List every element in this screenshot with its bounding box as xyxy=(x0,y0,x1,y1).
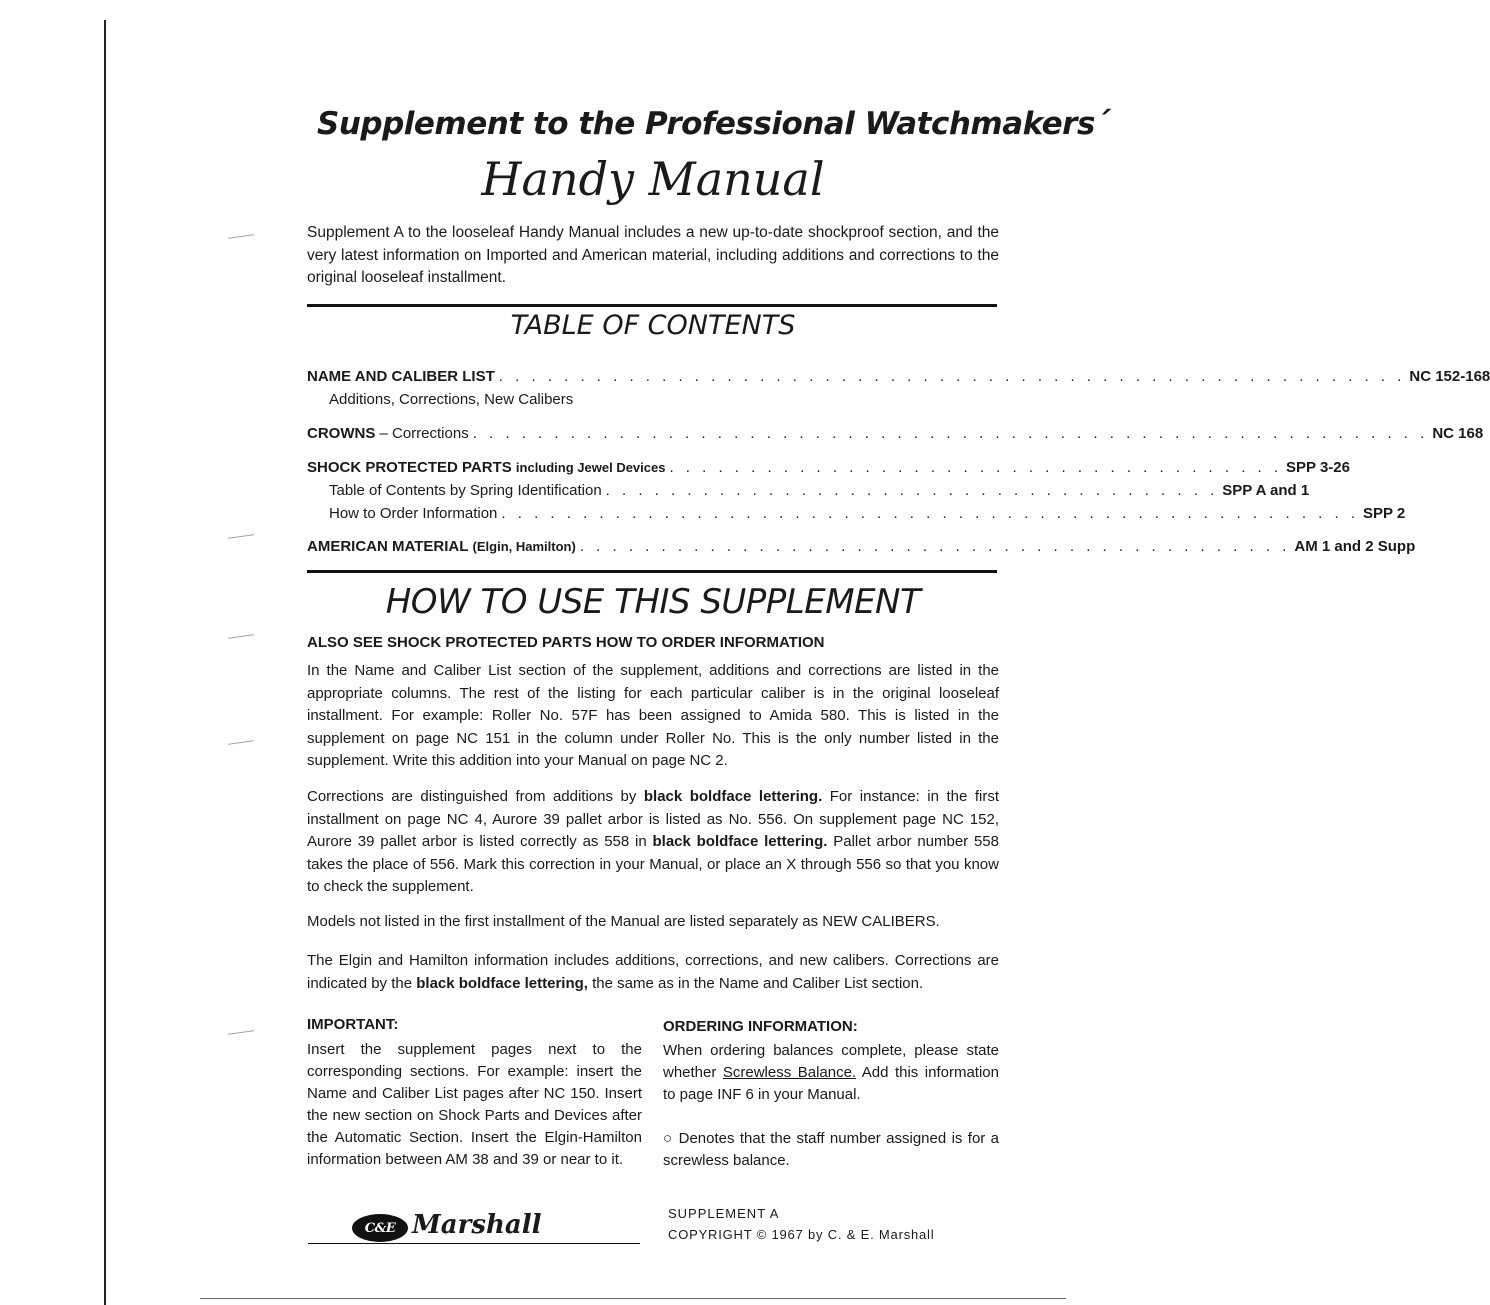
important-heading: IMPORTANT: xyxy=(307,1016,399,1033)
scan-mark xyxy=(228,740,254,745)
toc-label-group xyxy=(307,538,576,555)
how-to-paragraph-2 xyxy=(307,786,999,899)
toc-page: SPP A and 1 xyxy=(1222,482,1310,499)
toc-leader: . . . . . . . . . . . . . . . . . . . . . . . . . . . . . . . . . . . . . . . . . . . . . . . . . . . . . . . . xyxy=(498,368,1406,385)
toc-entry-shock-protected xyxy=(307,459,1350,476)
toc-bottom-rule xyxy=(307,570,997,573)
marshall-logo xyxy=(308,1212,640,1244)
toc-subentry: Additions, Corrections, New Calibers xyxy=(329,391,574,408)
logo-badge: C&E xyxy=(352,1214,408,1242)
ordering-text-b: Add this information to page INF 6 in your Manual. xyxy=(663,1064,999,1103)
logo-text: Marshall xyxy=(412,1210,542,1240)
important-text: Insert the supplement pages next to the corresponding sections. For example: insert the Name and Caliber List pages after NC 150. Insert the new section on Shock Parts and Devices after the Automatic Section. Insert the Elgin-Hamilton information between AM 38 and 39 or near to it. xyxy=(307,1041,642,1168)
toc-page: AM 1 and 2 Supp xyxy=(1294,538,1416,555)
scan-mark xyxy=(228,1030,254,1035)
toc-leader: . . . . . . . . . . . . . . . . . . . . . . . . . . . . . . . . . . . . . . . . . . . . . . . . . . . . . . . . . . . xyxy=(472,425,1429,442)
scan-mark xyxy=(228,234,254,239)
p2-text-a: Corrections are distinguished from additions by xyxy=(307,788,637,805)
p2-text-b: For instance: in the first installment on page NC 4, Aurore 39 pallet arbor is listed as No. 556. On supplement page NC 152, Aurore 39 pallet arbor is listed correctly as 558 in xyxy=(307,788,1000,850)
toc-entry-how-to-order xyxy=(329,505,1406,522)
how-to-paragraph-3: Models not listed in the first installment of the Manual are listed separately as NEW CALIBERS. xyxy=(307,913,940,930)
p4-text-b: the same as in the Name and Caliber List section. xyxy=(592,974,924,992)
toc-label: CROWNS xyxy=(307,425,376,442)
toc-page: NC 168 xyxy=(1432,425,1484,442)
how-to-paragraph-4 xyxy=(307,950,999,995)
toc-label-group xyxy=(307,425,469,442)
toc-label: Table of Contents by Spring Identification xyxy=(329,482,602,499)
toc-label: How to Order Information xyxy=(329,505,498,522)
toc-label: AMERICAN MATERIAL xyxy=(307,538,469,555)
toc-entry-spring-identification xyxy=(329,482,1310,499)
how-to-paragraph-1: In the Name and Caliber List section of the supplement, additions and corrections are listed in the appropriate columns. The rest of the listing for each particular caliber is in the original looseleaf installment. For example: Roller No. 57F has been assigned to Amida 580. This is listed in the supplement on page NC 151 in the column under Roller No. This is the only number listed in the supplement. Write this addition into your Manual on page NC 2. xyxy=(307,662,999,769)
toc-label-rest: including Jewel Devices xyxy=(515,460,666,475)
p2-bold-2: black boldface lettering. xyxy=(652,833,828,850)
intro-paragraph: Supplement A to the looseleaf Handy Manual includes a new up-to-date shockproof section, and the very latest information on Imported and American material, including additions and corrections to the original looseleaf installment. xyxy=(307,224,999,286)
toc-leader: . . . . . . . . . . . . . . . . . . . . . . . . . . . . . . . . . . . . . . xyxy=(605,482,1219,499)
toc-leader: . . . . . . . . . . . . . . . . . . . . . . . . . . . . . . . . . . . . . . xyxy=(669,459,1283,476)
page-bottom-line xyxy=(200,1298,1066,1299)
binder-margin-line xyxy=(104,20,106,1305)
toc-leader: . . . . . . . . . . . . . . . . . . . . . . . . . . . . . . . . . . . . . . . . . . . . . . . . . . . . . xyxy=(501,505,1359,522)
supplement-label: SUPPLEMENT A xyxy=(668,1206,780,1221)
toc-top-rule xyxy=(307,304,997,307)
scan-mark xyxy=(228,534,254,539)
scan-mark xyxy=(228,634,254,639)
how-to-heading: HOW TO USE THIS SUPPLEMENT xyxy=(385,582,921,622)
toc-label-rest: (Elgin, Hamilton) xyxy=(472,539,576,554)
manual-title: Handy Manual xyxy=(481,152,825,206)
screwless-balance-term: Screwless Balance. xyxy=(722,1064,857,1081)
toc-label-group xyxy=(307,459,665,476)
p2-bold-1: black boldface lettering. xyxy=(643,788,823,805)
toc-entry-name-caliber xyxy=(307,368,1490,385)
ordering-text-a: When ordering balances complete, please state whether xyxy=(663,1042,999,1081)
toc-heading: TABLE OF CONTENTS xyxy=(510,310,796,341)
p4-text-a: The Elgin and Hamilton information includes additions, corrections, and new calibers. Corrections are indicated by the xyxy=(307,952,999,992)
logo-underline xyxy=(308,1243,640,1244)
toc-label: NAME AND CALIBER LIST xyxy=(307,368,495,385)
ordering-text xyxy=(663,1040,999,1106)
toc-page: SPP 3-26 xyxy=(1286,459,1350,476)
toc-label-rest: – Corrections xyxy=(379,425,469,442)
supplement-title: Supplement to the Professional Watchmakers´ xyxy=(317,106,1110,142)
also-see-heading: ALSO SEE SHOCK PROTECTED PARTS HOW TO ORDER INFORMATION xyxy=(307,634,825,651)
toc-entry-crowns xyxy=(307,425,1484,442)
toc-label: SHOCK PROTECTED PARTS xyxy=(307,459,512,476)
copyright-notice: COPYRIGHT © 1967 by C. & E. Marshall xyxy=(668,1227,935,1242)
ordering-heading: ORDERING INFORMATION: xyxy=(663,1018,858,1035)
screwless-note: ○ Denotes that the staff number assigned is for a screwless balance. xyxy=(663,1130,999,1169)
p2-text-c: Pallet arbor number 558 takes the place of 556. Mark this correction in your Manual, or place an X through 556 so that you know to check the supplement. xyxy=(307,833,999,895)
toc-page: SPP 2 xyxy=(1363,505,1406,522)
toc-leader: . . . . . . . . . . . . . . . . . . . . . . . . . . . . . . . . . . . . . . . . . . . . xyxy=(579,538,1291,555)
toc-page: NC 152-168 xyxy=(1409,368,1490,385)
toc-entry-american-material xyxy=(307,538,1416,555)
p4-bold: black boldface lettering, xyxy=(416,974,588,992)
